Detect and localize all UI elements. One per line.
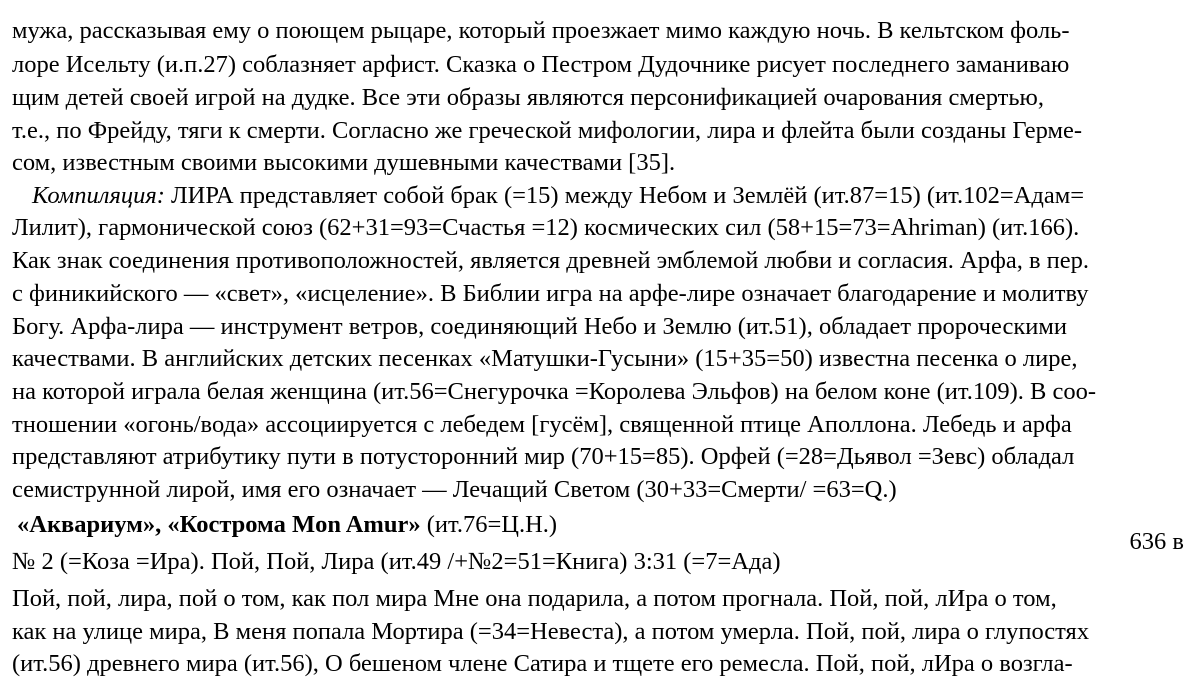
paragraph2-line-2: Лилит), гармонической союз (62+31=93=Счастья =12) космических сил (58+15=73=Ahriman) (ит.166). (12, 214, 1080, 241)
paragraph2-line-1 (32, 181, 1084, 211)
paragraph2-line-4: с финикийского — «свет», «исцеление». В Библии игра на арфе-лире означает благодарение и молитву (12, 280, 1089, 307)
paragraph2-line-10: семиструнной лирой, имя его означает — Лечащий Светом (30+33=Смерти/ =63=Q.) (12, 476, 897, 503)
song-subtitle: № 2 (=Коза =Ира). Пой, Пой, Лира (ит.49 /+№2=51=Книга) 3:31 (=7=Ада) (12, 548, 781, 575)
song-title-bold: «Аквариум», «Кострома Mon Amur» (17, 511, 421, 538)
paragraph1-line-1: мужа, рассказывая ему о поющем рыцаре, который проезжает мимо каждую ночь. В кельтском фоль- (12, 17, 1070, 44)
paragraph2-line-8: тношении «огонь/вода» ассоциируется с лебедем [гусём], священной птице Аполлона. Лебедь и арфа (12, 411, 1072, 438)
paragraph2-line-9: представляют атрибутику пути в потусторонний мир (70+15=85). Орфей (=28=Дьявол =Зевс) обладал (12, 443, 1075, 470)
page-reference: 636 в (1129, 528, 1184, 555)
compilation-label: Компиляция: (32, 182, 165, 209)
paragraph2-line-5: Богу. Арфа-лира — инструмент ветров, соединяющий Небо и Землю (ит.51), обладает пророческими (12, 313, 1067, 340)
paragraph1-line-4: т.е., по Фрейду, тяги к смерти. Согласно же греческой мифологии, лира и флейта были созданы Герме- (12, 117, 1082, 144)
song-title-ref: (ит.76=Ц.Н.) (420, 511, 558, 538)
paragraph1-line-3: щим детей своей игрой на дудке. Все эти образы являются персонификацией очарования смертью, (12, 84, 1044, 111)
paragraph1-line-5: сом, известным своими высокими душевными качествами [35]. (12, 149, 676, 176)
paragraph1-line-2: лоре Исельту (и.п.27) соблазняет арфист. Сказка о Пестром Дудочнике рисует последнего заманиваю (12, 51, 1070, 78)
lyrics-line-3: (ит.56) древнего мира (ит.56), О бешеном члене Сатира и тщете его ремесла. Пой, пой, лИра о возгла- (12, 650, 1073, 677)
song-title (17, 510, 557, 540)
lyrics-line-2: как на улице мира, В меня попала Мортира (=34=Невеста), а потом умерла. Пой, пой, лира о глупостях (12, 618, 1090, 645)
lyrics-line-1: Пой, пой, лира, пой о том, как пол мира Мне она подарила, а потом прогнала. Пой, пой, лИра о том, (12, 585, 1057, 612)
paragraph2-line-3: Как знак соединения противоположностей, является древней эмблемой любви и согласия. Арфа, в пер. (12, 247, 1089, 274)
paragraph2-line-1-text: ЛИРА представляет собой брак (=15) между Небом и Землёй (ит.87=15) (ит.102=Адам= (164, 182, 1085, 209)
paragraph2-line-6: качествами. В английских детских песенках «Матушки-Гусыни» (15+35=50) известна песенка о лире, (12, 345, 1078, 372)
paragraph2-line-7: на которой играла белая женщина (ит.56=Снегурочка =Королева Эльфов) на белом коне (ит.109). В соо- (12, 378, 1097, 405)
